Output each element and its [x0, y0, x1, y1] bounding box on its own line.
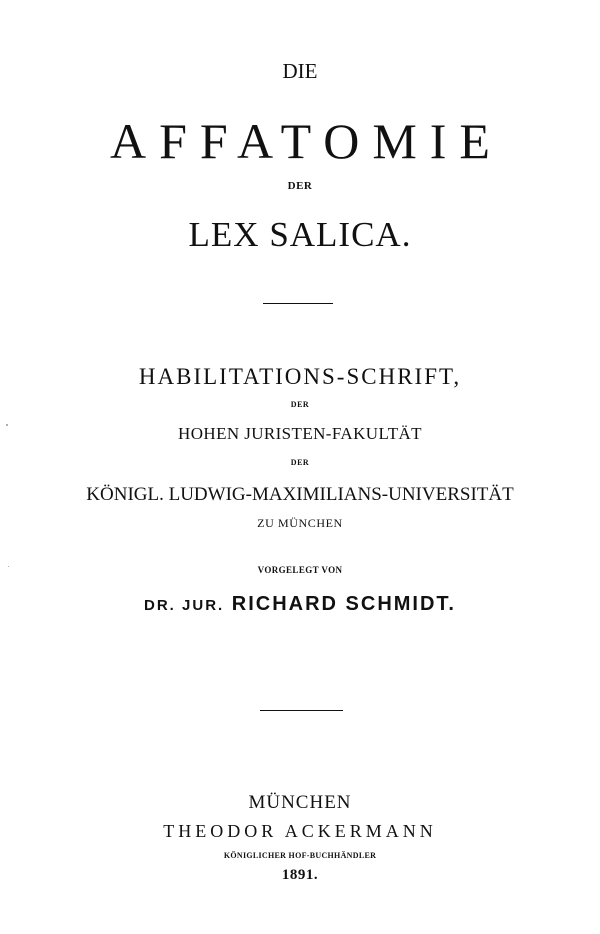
paper-speck — [6, 424, 8, 426]
subtitle: LEX SALICA. — [188, 215, 412, 254]
thesis-connector: DER — [290, 400, 310, 409]
divider-rule-top — [263, 303, 333, 304]
author-line — [0, 594, 600, 614]
paper-speck — [8, 566, 9, 567]
presented-by: VORGELEGT VON — [257, 565, 343, 575]
author-degree: DR. JUR. — [144, 597, 225, 614]
thesis-type: HABILITATIONS-SCHRIFT, — [138, 364, 462, 389]
publication-year: 1891. — [281, 867, 319, 883]
author-name: RICHARD SCHMIDT. — [231, 593, 456, 615]
main-title: AFFATOMIE — [110, 113, 503, 169]
publisher-role: KÖNIGLICHER HOF-BUCHHÄNDLER — [223, 851, 377, 860]
faculty-name: HOHEN JURISTEN-FAKULTÄT — [178, 424, 422, 443]
publisher-name: THEODOR ACKERMANN — [163, 821, 437, 841]
university-city: ZU MÜNCHEN — [257, 516, 343, 530]
divider-rule-bottom — [260, 710, 343, 711]
university-name: KÖNIGL. LUDWIG-MAXIMILIANS-UNIVERSITÄT — [86, 484, 514, 505]
faculty-connector: DER — [290, 458, 310, 467]
imprint-city: MÜNCHEN — [248, 792, 352, 813]
title-article: DIE — [282, 59, 318, 83]
title-connector: DER — [287, 180, 313, 192]
